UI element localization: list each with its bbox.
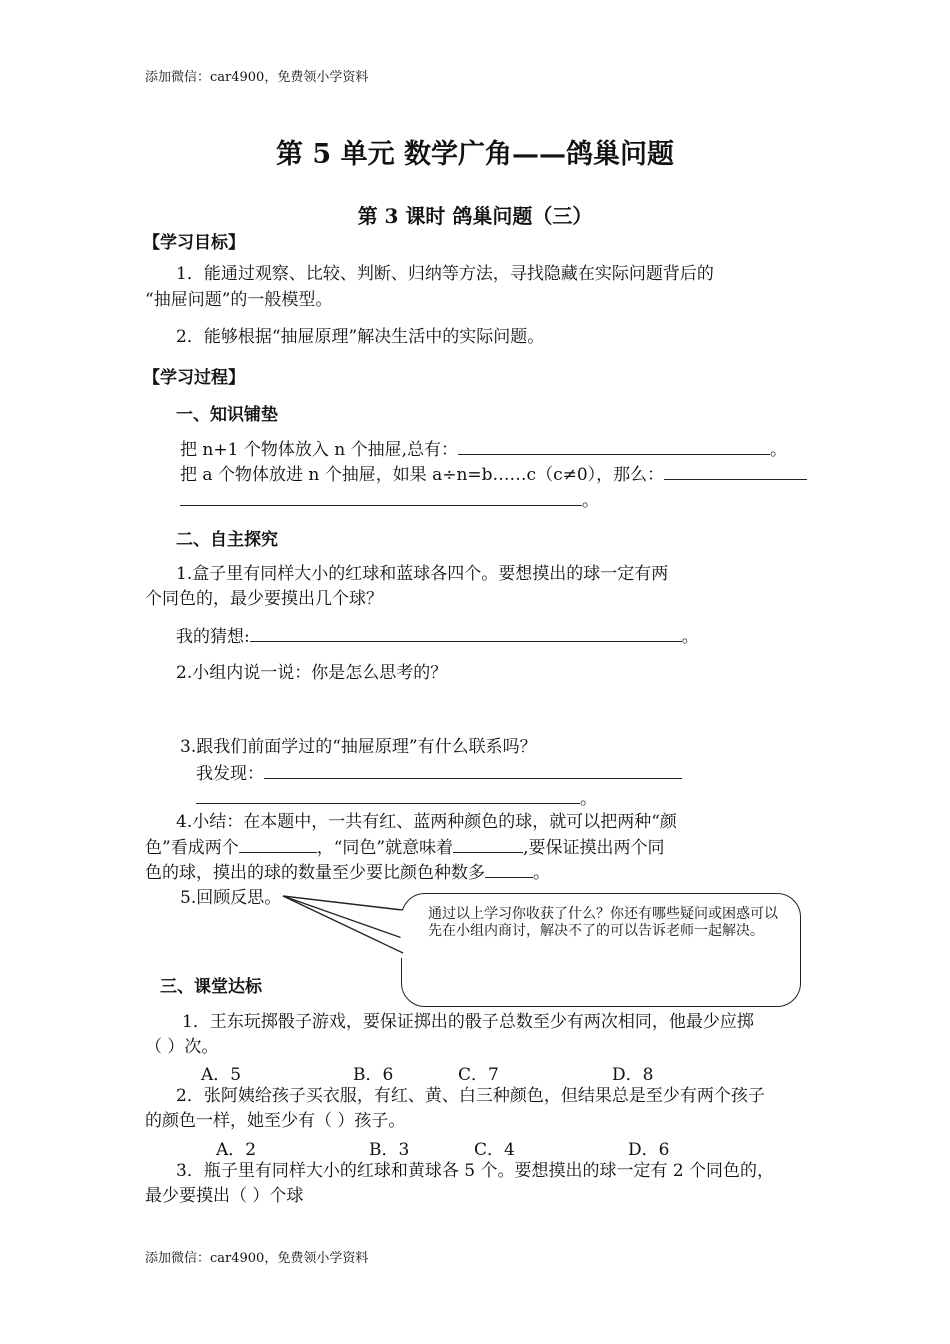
guess-end: 。 (681, 627, 699, 647)
knowledge-line3-end: 。 (582, 491, 599, 511)
q1-option-d[interactable]: D．8 (612, 1065, 654, 1085)
practice-q3-line2: 最少要摸出（ ）个球 (145, 1186, 304, 1206)
part1-heading: 一、知识铺垫 (176, 405, 278, 425)
q2-option-c[interactable]: C．4 (474, 1140, 515, 1160)
knowledge-line2-text: 把 a 个物体放进 n 个抽屉，如果 a÷n=b……c（c≠0），那么： (180, 465, 665, 485)
q2-option-d[interactable]: D．6 (628, 1140, 670, 1160)
q1-option-b[interactable]: B．6 (353, 1065, 394, 1085)
summary-line2-b: ，“同色”就意味着 (316, 838, 454, 858)
lesson-subtitle: 第 3 课时 鸽巢问题（三） (357, 204, 593, 228)
summary-line3-a: 色的球，摸出的球的数量至少要比颜色种数多 (145, 863, 485, 883)
document-title: 第 5 单元 数学广角——鸽巢问题 (276, 139, 674, 170)
practice-q1-line1: 1．王东玩掷骰子游戏，要保证掷出的骰子总数至少有两次相同，他最少应掷 (182, 1012, 754, 1032)
process-heading: 【学习过程】 (143, 368, 245, 388)
goal-2: 2．能够根据“抽屉原理”解决生活中的实际问题。 (176, 327, 545, 347)
practice-q1-line2: （ ）次。 (145, 1037, 219, 1057)
goal-1-line2: “抽屉问题”的一般模型。 (145, 290, 333, 310)
q2-option-a[interactable]: A．2 (216, 1140, 257, 1160)
reflection-item: 5.回顾反思。 (180, 888, 282, 908)
part3-heading: 三、课堂达标 (160, 977, 262, 997)
find-end: 。 (580, 789, 597, 809)
explore-q3: 3.跟我们前面学过的“抽屉原理”有什么联系吗？ (180, 737, 537, 757)
summary-line2-a: 色”看成两个 (145, 838, 239, 858)
q1-option-c[interactable]: C．7 (458, 1065, 499, 1085)
knowledge-line1-text: 把 n+1 个物体放入 n 个抽屉,总有： (180, 440, 458, 460)
goals-heading: 【学习目标】 (143, 233, 245, 253)
explore-q1-line2: 个同色的，最少要摸出几个球？ (145, 589, 383, 609)
knowledge-line1-end: 。 (769, 440, 787, 460)
summary-line1: 4.小结：在本题中，一共有红、蓝两种颜色的球，就可以把两种“颜 (176, 812, 677, 832)
summary-line2-c: ,要保证摸出两个同 (523, 838, 665, 858)
practice-q2-line1: 2．张阿姨给孩子买衣服，有红、黄、白三种颜色，但结果总是至少有两个孩子 (176, 1086, 765, 1106)
q1-option-a[interactable]: A．5 (201, 1065, 242, 1085)
q2-option-b[interactable]: B．3 (369, 1140, 410, 1160)
explore-q1-line1: 1.盒子里有同样大小的红球和蓝球各四个。要想摸出的球一定有两 (176, 564, 669, 584)
explore-q2: 2.小组内说一说：你是怎么思考的？ (176, 663, 448, 683)
practice-q3-line1: 3．瓶子里有同样大小的红球和黄球各 5 个。要想摸出的球一定有 2 个同色的， (176, 1161, 775, 1181)
practice-q2-line2: 的颜色一样，她至少有（ ）孩子。 (145, 1111, 406, 1131)
part2-heading: 二、自主探究 (176, 530, 278, 550)
goal-1-line1: 1．能通过观察、比较、判断、归纳等方法，寻找隐藏在实际问题背后的 (176, 264, 714, 284)
footer-note: 添加微信：car4900，免费领小学资料 (145, 1251, 369, 1266)
guess-label: 我的猜想: (176, 627, 250, 647)
summary-line3-end: 。 (533, 863, 550, 883)
find-label: 我发现： (196, 764, 264, 784)
callout-text: 通过以上学习你收获了什么？你还有哪些疑问或困惑可以先在小组内商讨，解决不了的可以告诉老师一起解决。 (428, 906, 778, 939)
header-note: 添加微信：car4900，免费领小学资料 (145, 70, 369, 85)
